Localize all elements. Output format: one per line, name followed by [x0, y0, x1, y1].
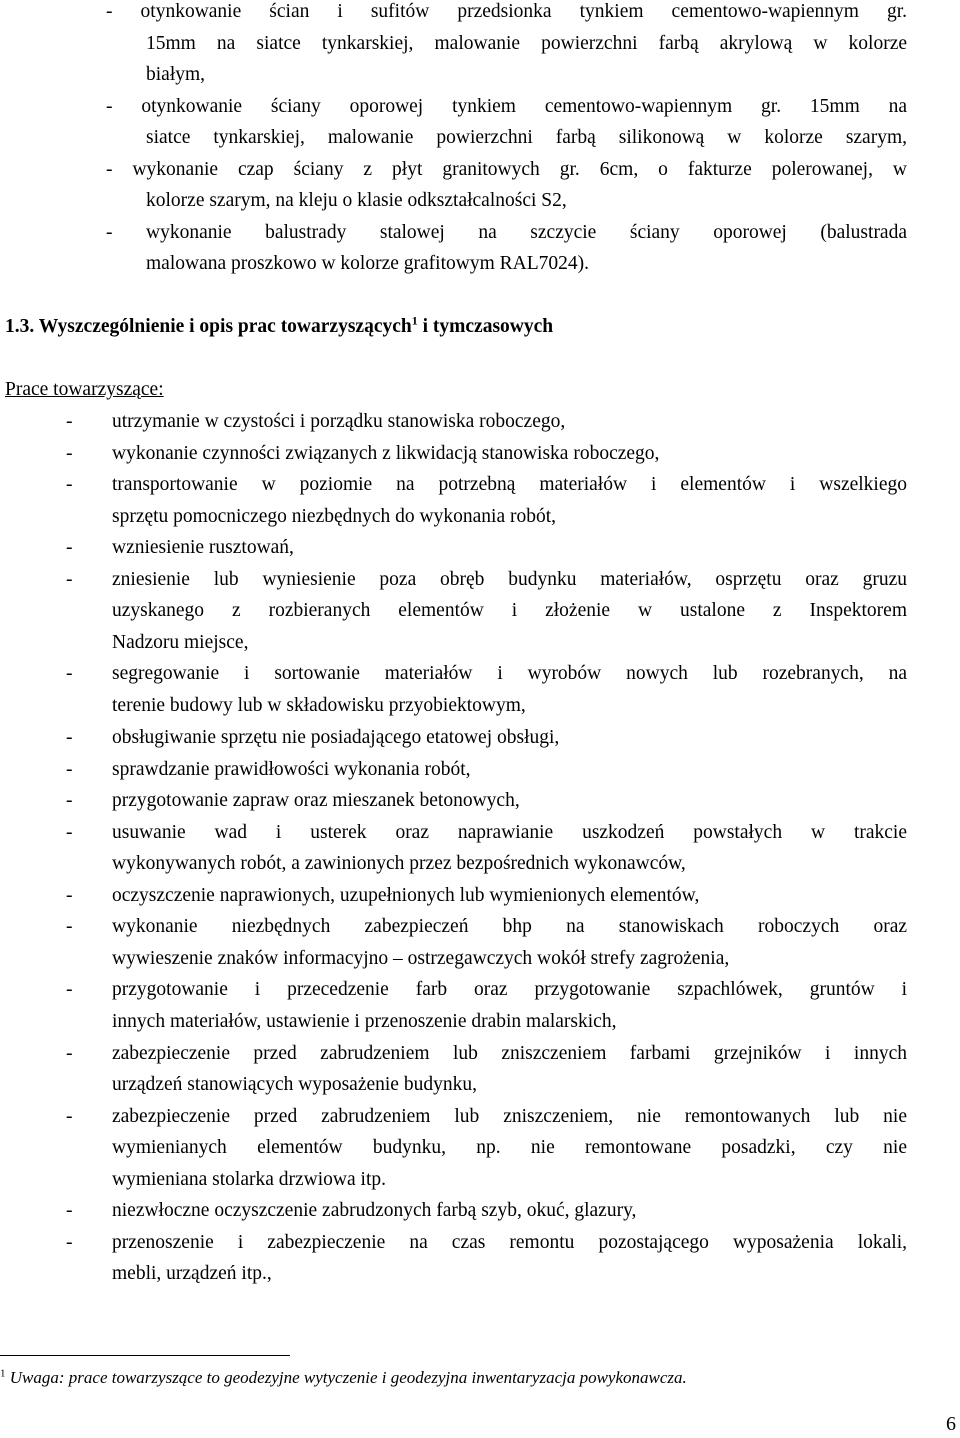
section-title-part2: i tymczasowych: [422, 316, 554, 337]
list-dash: -: [66, 1200, 73, 1221]
list-item-line: wykonanie czynności związanych z likwidacją stanowiska roboczego,: [112, 443, 660, 464]
footnote-text: Uwaga: prace towarzyszące to geodezyjne wytyczenie i geodezyjna inwentaryzacja powykonawcza.: [9, 1368, 687, 1387]
top-item-2-line-2: siatce tynkarskiej, malowanie powierzchni farbą silikonową w kolorze szarym,: [146, 127, 907, 148]
list-dash: -: [66, 1106, 73, 1127]
list-item-line: sprzętu pomocniczego niezbędnych do wykonania robót,: [112, 506, 557, 527]
list-item-line: utrzymanie w czystości i porządku stanowiska roboczego,: [112, 411, 566, 432]
list-item-line: zabezpieczenie przed zabrudzeniem lub zniszczeniem farbami grzejników i innych: [112, 1043, 907, 1064]
top-item-1-line-1: - otynkowanie ścian i sufitów przedsionka tynkiem cementowo-wapiennym gr.: [106, 1, 907, 22]
list-item-line: uzyskanego z rozbieranych elementów i złożenie w ustalone z Inspektorem: [112, 600, 907, 621]
list-item-line: przygotowanie i przecedzenie farb oraz przygotowanie szpachlówek, gruntów i: [112, 979, 907, 1000]
list-item-line: zabezpieczenie przed zabrudzeniem lub zniszczeniem, nie remontowanych lub nie: [112, 1106, 907, 1127]
page-number: 6: [946, 1413, 956, 1435]
section-heading: [5, 315, 553, 339]
section-number: 1.3.: [5, 316, 35, 337]
list-item-line: sprawdzanie prawidłowości wykonania robót,: [112, 759, 471, 780]
list-dash: -: [66, 727, 73, 748]
top-item-4-line-1: - wykonanie balustrady stalowej na szczycie ściany oporowej (balustrada: [106, 222, 907, 243]
list-item-line: wymienianych elementów budynku, np. nie remontowane posadzki, czy nie: [112, 1137, 907, 1158]
list-dash: -: [66, 443, 73, 464]
top-item-2-line-1: - otynkowanie ściany oporowej tynkiem cementowo-wapiennym gr. 15mm na: [106, 96, 907, 117]
list-item-line: innych materiałów, ustawienie i przenoszenie drabin malarskich,: [112, 1011, 617, 1032]
list-item-line: wymieniana stolarka drzwiowa itp.: [112, 1169, 386, 1190]
top-item-3-line-1: - wykonanie czap ściany z płyt granitowych gr. 6cm, o fakturze polerowanej, w: [106, 159, 907, 180]
list-dash: -: [66, 663, 73, 684]
list-item-line: usuwanie wad i usterek oraz naprawianie uszkodzeń powstałych w trakcie: [112, 822, 907, 843]
footnote-ref: 1: [411, 313, 418, 328]
list-item-line: zniesienie lub wyniesienie poza obręb budynku materiałów, osprzętu oraz gruzu: [112, 569, 907, 590]
top-item-1-line-2: 15mm na siatce tynkarskiej, malowanie powierzchni farbą akrylową w kolorze: [146, 33, 907, 54]
list-item-line: Nadzoru miejsce,: [112, 632, 249, 653]
list-item-line: oczyszczenie naprawionych, uzupełnionych lub wymienionych elementów,: [112, 885, 700, 906]
list-item-line: terenie budowy lub w składowisku przyobiektowym,: [112, 695, 526, 716]
list-dash: -: [66, 885, 73, 906]
list-item-line: przygotowanie zapraw oraz mieszanek betonowych,: [112, 790, 520, 811]
list-dash: -: [66, 569, 73, 590]
list-item-line: wykonywanych robót, a zawinionych przez bezpośrednich wykonawców,: [112, 853, 686, 874]
list-item-line: transportowanie w poziomie na potrzebną materiałów i elementów i wszelkiego: [112, 474, 907, 495]
footnote: [0, 1367, 687, 1389]
top-item-3-line-2: kolorze szarym, na kleju o klasie odkształcalności S2,: [146, 190, 567, 211]
footnote-number: 1: [0, 1367, 6, 1380]
list-item-line: wzniesienie rusztowań,: [112, 537, 294, 558]
list-item-line: przenoszenie i zabezpieczenie na czas remontu pozostającego wyposażenia lokali,: [112, 1232, 907, 1253]
subheading: Prace towarzyszące:: [5, 379, 164, 400]
list-dash: -: [66, 537, 73, 558]
list-dash: -: [66, 979, 73, 1000]
list-dash: -: [66, 759, 73, 780]
list-dash: -: [66, 822, 73, 843]
list-dash: -: [66, 411, 73, 432]
list-item-line: wykonanie niezbędnych zabezpieczeń bhp na stanowiskach roboczych oraz: [112, 916, 907, 937]
list-dash: -: [66, 1232, 73, 1253]
top-item-4-line-2: malowana proszkowo w kolorze grafitowym RAL7024).: [146, 253, 589, 274]
list-item-line: mebli, urządzeń itp.,: [112, 1263, 272, 1284]
footnote-separator: [0, 1355, 290, 1356]
list-item-line: niezwłoczne oczyszczenie zabrudzonych farbą szyb, okuć, glazury,: [112, 1200, 637, 1221]
list-item-line: segregowanie i sortowanie materiałów i wyrobów nowych lub rozebranych, na: [112, 663, 907, 684]
list-item-line: obsługiwanie sprzętu nie posiadającego etatowej obsługi,: [112, 727, 560, 748]
list-dash: -: [66, 1043, 73, 1064]
top-item-1-line-3: białym,: [146, 64, 206, 85]
section-title-part1: Wyszczególnienie i opis prac towarzyszących: [38, 316, 412, 337]
list-item-line: urządzeń stanowiących wyposażenie budynku,: [112, 1074, 477, 1095]
list-dash: -: [66, 474, 73, 495]
list-dash: -: [66, 916, 73, 937]
list-dash: -: [66, 790, 73, 811]
list-item-line: wywieszenie znaków informacyjno – ostrzegawczych wokół strefy zagrożenia,: [112, 948, 730, 969]
